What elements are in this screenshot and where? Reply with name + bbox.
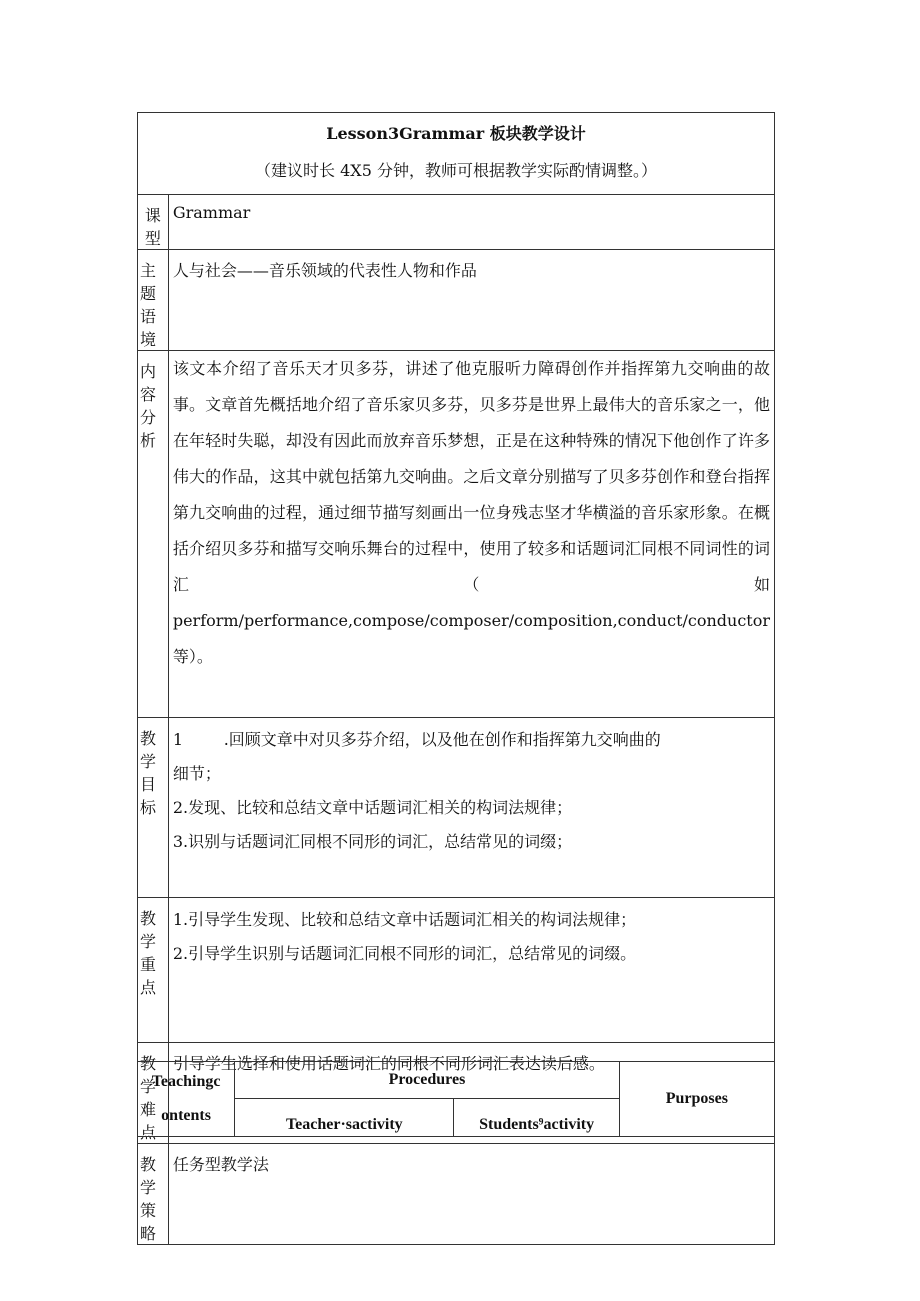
procedures-header: Procedures [235, 1062, 620, 1099]
analysis-text: 该文本介绍了音乐天才贝多芬，讲述了他克服听力障碍创作并指挥第九交响曲的故事。文章首先概括地介绍了音乐家贝多芬，贝多芬是世界上最伟大的音乐家之一，他在年轻时失聪，却没有因此而放弃音乐梦想，正是在这种特殊的情况下他创作了许多伟大的作品，这其中就包括第九交响曲。之后文章分别描写了贝多芬创作和登台指挥第九交响曲的过程，通过细节描写刻画出一位身残志坚才华横溢的音乐家形象。在概括介绍贝多芬和描写交响乐舞台的过程中，使用了较多和话题词汇同根不同词性的词汇（如 perform/performance,compose/composer/composition,conduct/conductor 等）。 [172, 359, 770, 666]
objective-3: 3.识别与话题词汇同根不同形的词汇，总结常见的词缀； [172, 832, 573, 851]
row-label-type: 课型 [138, 195, 169, 250]
row-label-theme: 主题语境 [138, 250, 169, 351]
row-label-strategy: 教学策略 [138, 1144, 169, 1245]
procedures-table [137, 1061, 775, 1137]
title-cell [138, 113, 775, 195]
purposes-header: Purposes [619, 1062, 774, 1137]
row-label-key: 教学重点 [138, 898, 169, 1043]
students-activity-header: Students⁹activity [454, 1099, 619, 1137]
row-value-strategy: 任务型教学法 [168, 1144, 774, 1245]
row-label-difficulty: 教学难点 [138, 1043, 169, 1144]
key-point-2: 2.引导学生识别与话题词汇同根不同形的词汇，总结常见的词缀。 [172, 944, 637, 963]
row-label-analysis: 内容分析 [138, 351, 169, 718]
row-value-analysis [168, 351, 774, 718]
teaching-contents-header: Teachingc ontents [138, 1062, 235, 1137]
teacher-activity-header: Teacher·sactivity [235, 1099, 454, 1137]
row-value-key [168, 898, 774, 1043]
row-value-theme: 人与社会——音乐领域的代表性人物和作品 [168, 250, 774, 351]
row-value-difficulty: 引导学生选择和使用话题词汇的同根不同形词汇表达读后感。 [168, 1043, 774, 1144]
row-value-type: Grammar [168, 195, 774, 250]
objective-1: 1 .回顾文章中对贝多芬介绍，以及他在创作和指挥第九交响曲的 [172, 730, 661, 749]
document-subtitle: （建议时长 4X5 分钟，教师可根据教学实际酌情调整。） [255, 161, 657, 180]
document-title: Lesson3Grammar 板块教学设计 [326, 124, 586, 143]
objective-2: 2.发现、比较和总结文章中话题词汇相关的构词法规律； [172, 798, 573, 817]
key-point-1: 1.引导学生发现、比较和总结文章中话题词汇相关的构词法规律； [172, 910, 637, 929]
row-label-objectives: 教学目标 [138, 718, 169, 898]
row-value-objectives [168, 718, 774, 898]
objective-1-cont: 细节； [172, 764, 221, 783]
